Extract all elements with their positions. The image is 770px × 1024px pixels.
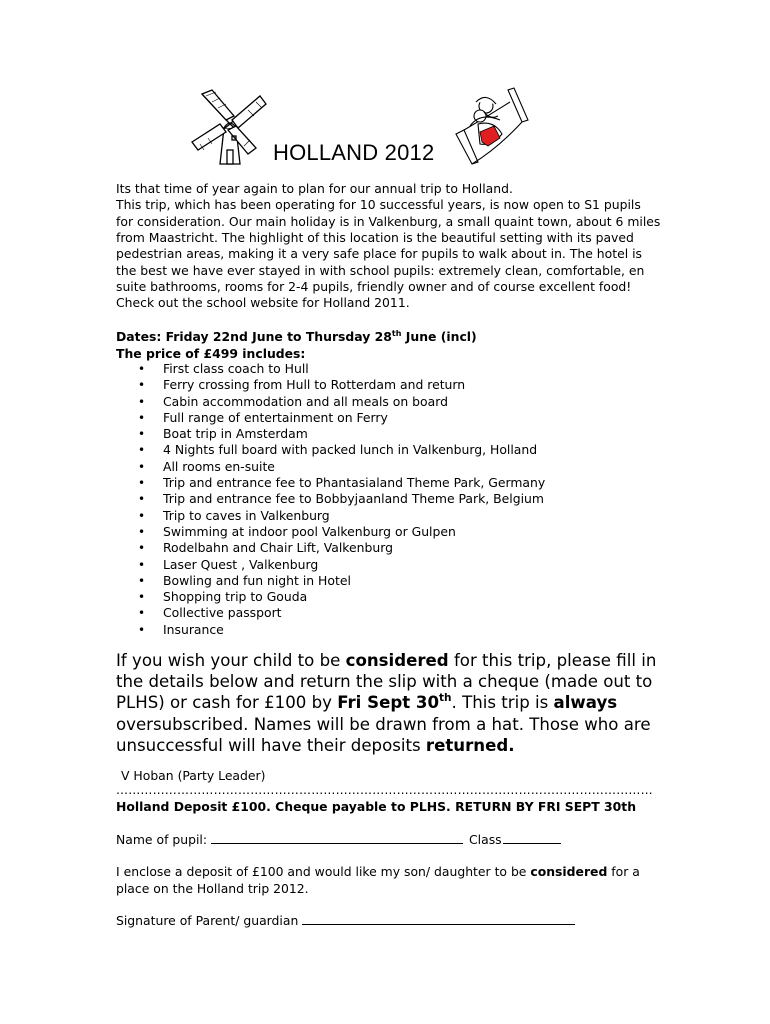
deposit-statement — [116, 864, 661, 897]
dates-suffix: June (incl) — [401, 329, 477, 344]
dates-block — [116, 329, 477, 362]
notice-bold-considered: considered — [345, 651, 449, 670]
list-item: • Collective passport — [116, 605, 545, 621]
list-item: • First class coach to Hull — [116, 361, 545, 377]
enclose-text-2: for a place on the Holland trip 2012. — [116, 864, 640, 896]
enclose-text-1: I enclose a deposit of £100 and would like my son/ daughter to be — [116, 864, 531, 879]
notice-bold-always: always — [553, 693, 618, 713]
notice-bold-deadline: Fri Sept 30 — [337, 693, 440, 713]
party-leader: V Hoban (Party Leader) — [121, 768, 266, 783]
pupil-row — [116, 832, 561, 847]
page-title: HOLLAND 2012 — [273, 140, 435, 165]
list-item: • Trip and entrance fee to Bobbyjaanland Theme Park, Belgium — [116, 491, 545, 507]
toboggan-illustration — [450, 86, 530, 166]
enclose-bold: considered — [530, 864, 608, 879]
list-item: • Shopping trip to Gouda — [116, 589, 545, 605]
list-item: • Ferry crossing from Hull to Rotterdam and return — [116, 377, 545, 393]
signature-row — [116, 913, 575, 928]
list-item: • Trip and entrance fee to Phantasialand Theme Park, Germany — [116, 475, 545, 491]
price-line: The price of £499 includes: — [116, 345, 306, 361]
tear-off-line: …………………………………………………………………………………………………………………… — [116, 784, 653, 796]
includes-list — [116, 361, 545, 638]
notice-bold-returned: returned. — [425, 735, 515, 755]
intro-paragraph: This trip, which has been operating for 10 successful years, is now open to S1 pupils for consideration. Our main holiday is in Valkenburg, a small quaint town, about 6 miles from Maastricht. The highlight of this location is the beautiful setting with its paved pedestrian areas, making it a very safe place for pupils to walk about in. The hotel is the best we have ever stayed in with school pupils: extremely clean, comfortable, en suite bathrooms, rooms for 2-4 pupils, friendly owner and of course excellent food! Check out the school website for Holland 2011. — [116, 197, 661, 311]
list-item: • Trip to caves in Valkenburg — [116, 508, 545, 524]
list-item: • Insurance — [116, 622, 545, 638]
pupil-name-label: Name of pupil: — [116, 832, 208, 847]
list-item: • Cabin accommodation and all meals on board — [116, 394, 545, 410]
list-item: • Swimming at indoor pool Valkenburg or Gulpen — [116, 524, 545, 540]
pupil-name-field[interactable] — [211, 832, 463, 844]
notice-paragraph — [116, 650, 676, 756]
slip-heading: Holland Deposit £100. Cheque payable to PLHS. RETURN BY FRI SEPT 30th — [116, 799, 637, 814]
notice-text-2: for this trip, please fill in the details below and return the slip with a cheque (made out to PLHS) or cash for £100 by — [116, 651, 657, 713]
list-item: • 4 Nights full board with packed lunch in Valkenburg, Holland — [116, 442, 545, 458]
class-label: Class — [469, 832, 502, 847]
list-item: • All rooms en-suite — [116, 459, 545, 475]
list-item: • Bowling and fun night in Hotel — [116, 573, 545, 589]
class-field[interactable] — [503, 832, 561, 844]
signature-label: Signature of Parent/ guardian — [116, 913, 299, 928]
dates-sup: th — [391, 329, 402, 338]
dates-line — [116, 329, 477, 346]
list-item: • Full range of entertainment on Ferry — [116, 410, 545, 426]
notice-text-4: oversubscribed. Names will be drawn from a hat. Those who are unsuccessful will have their deposits — [116, 714, 651, 755]
notice-text-3: . This trip is — [451, 693, 554, 713]
dates-prefix: Dates: Friday 22nd June to Thursday 28 — [116, 329, 392, 344]
list-item: • Laser Quest , Valkenburg — [116, 557, 545, 573]
windmill-icon — [190, 88, 270, 168]
notice-text-1: If you wish your child to be — [116, 651, 346, 670]
list-item: • Rodelbahn and Chair Lift, Valkenburg — [116, 540, 545, 556]
signature-field[interactable] — [302, 913, 575, 925]
intro-line: Its that time of year again to plan for our annual trip to Holland. — [116, 181, 513, 196]
list-item: • Boat trip in Amsterdam — [116, 426, 545, 442]
notice-deadline-sup: th — [439, 692, 452, 705]
intro-text — [116, 181, 661, 312]
